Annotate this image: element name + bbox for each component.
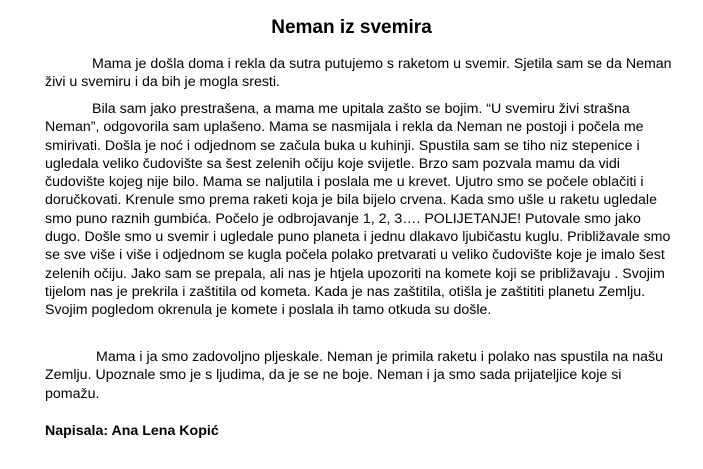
paragraph-2: Bila sam jako prestrašena, a mama me upitala zašto se bojim. “U svemiru živi strašna Neman”, odgovorila sam uplašeno. Mama se nasmijala i rekla da Neman ne postoji i počela me smirivati. Došla je noć i odjednom se začula buka u kuhinji. Spustila sam se tiho niz stepenice i ugledala veliko čudovište sa šest zelenih očiju koje svijetle. Brzo sam pozvala mamu da vidi čudovište kojeg nije bilo. Mama se naljutila i poslala me u krevet. Ujutro smo se počele oblačiti i doručkovati. Krenule smo prema raketi koja je bila bijelo crvena. Kada smo ušle u raketu ugledale smo puno raznih gumbića. Počelo je odbrojavanje 1, 2, 3…. POLIJETANJE! Putovale smo jako dugo. Došle smo u svemir i ugledale puno planeta i jednu dlakavo ljubičastu kuglu. Približavale smo se sve više i više i odjednom se kugla počela polako pretvarati u veliko čudovište koje je imalo šest zelenih očiju. Jako sam se prepala, ali nas je htjela upozoriti na komete koji se približavaju . Svojim tijelom nas je prekrila i zaštitila od kometa. Kada je nas zaštitila, otišla je zaštititi planetu Zemlju. Svojim pogledom okrenula je komete i poslala ih tamo otkuda su došle. — [45, 101, 671, 319]
document-title: Neman iz svemira — [271, 17, 432, 38]
paragraph-3: Mama i ja smo zadovoljno pljeskale. Neman je primila raketu i polako nas spustila na našu Zemlju. Upoznale smo je s ljudima, da je se ne boje. Neman i ja smo sada prijateljice koje si pomažu. — [45, 349, 663, 402]
paragraph-1: Mama je došla doma i rekla da sutra putujemo s raketom u svemir. Sjetila sam se da Neman živi u svemiru i da bih je mogla sresti. — [45, 56, 672, 91]
author-signature: Napisala: Ana Lena Kopić — [45, 423, 219, 439]
